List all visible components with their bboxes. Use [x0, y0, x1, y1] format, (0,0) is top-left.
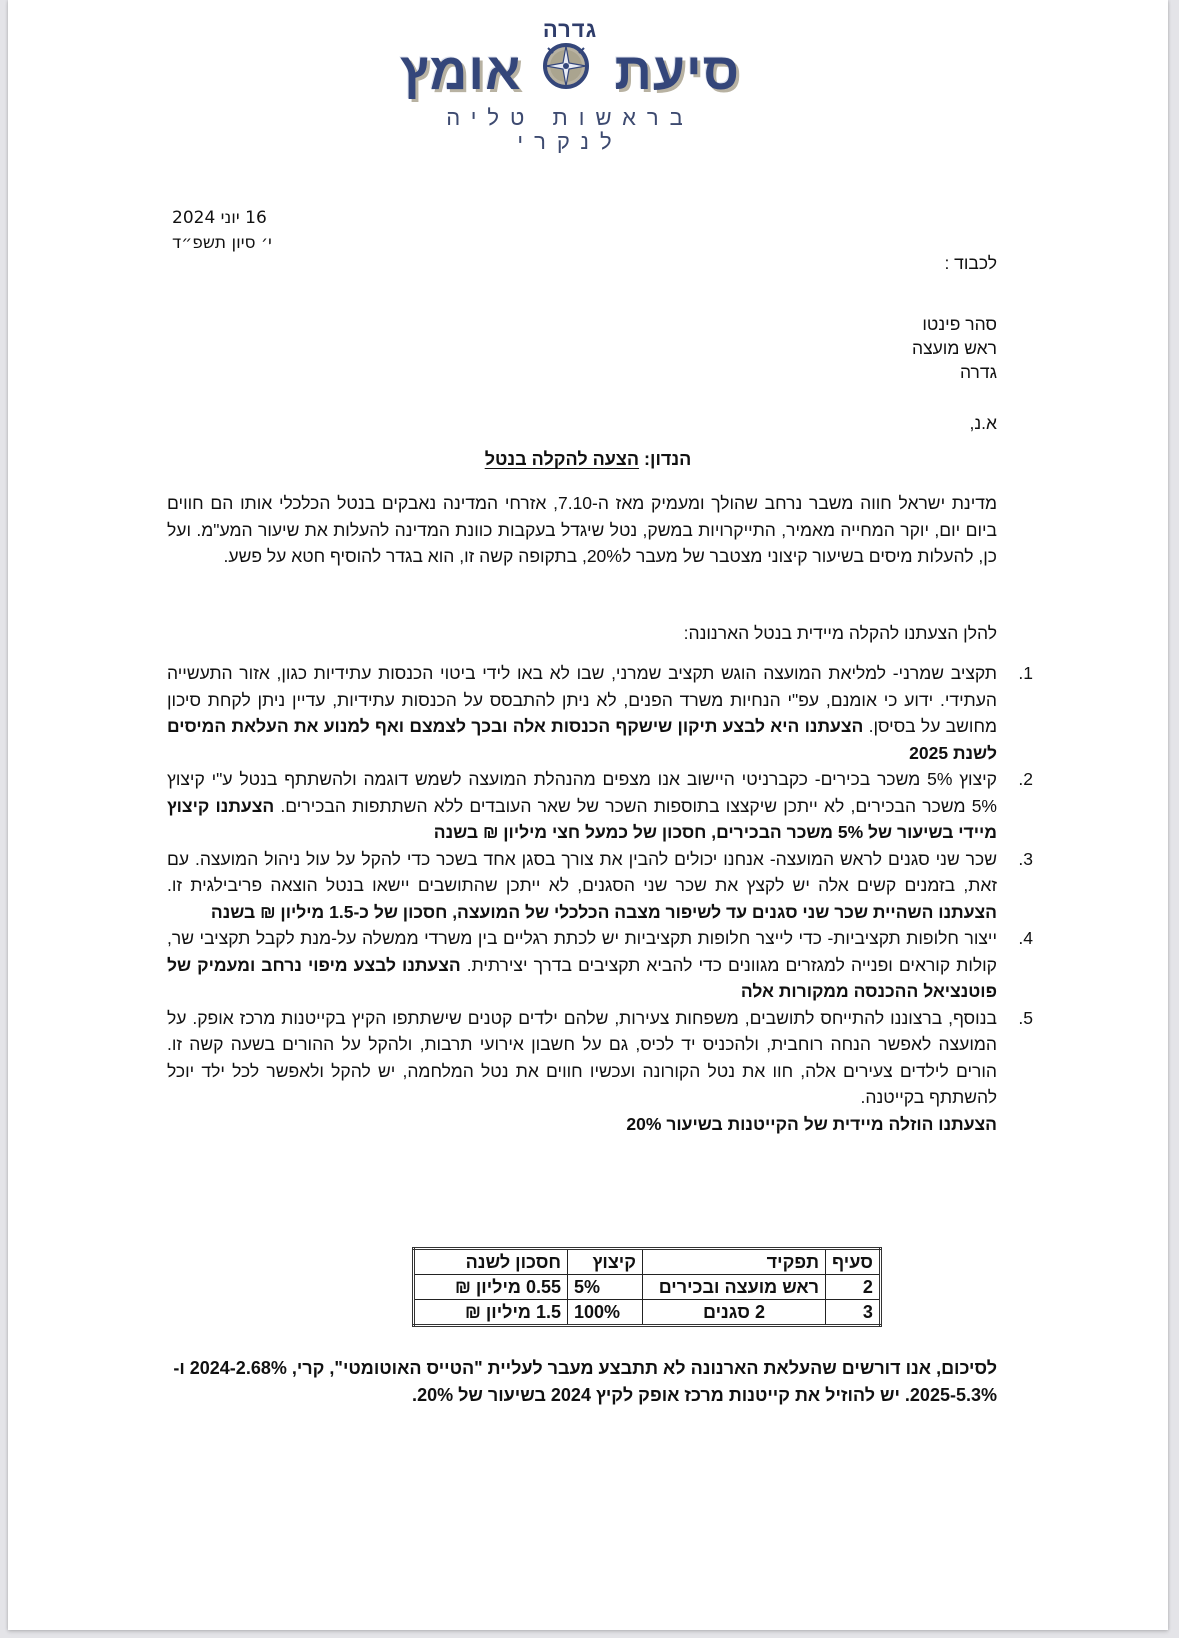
proposal-text: תקציב שמרני- למליאת המועצה הוגש תקציב שמרני, שבו לא באו לידי ביטוי הכנסות עתידיות כגון, אזור התעשייה העתידי. ידוע כי אומנם, עפ"י הנחיות משרד הפנים, לא ניתן להתבסס על הכנסות עתידיות, עדיין ניתן לקחת סיכון מחושב על בסיסן.	[167, 663, 998, 736]
proposal-text: ייצור חלופות תקציביות- כדי לייצר חלופות תקציביות יש לכתת רגליים בין משרדי ממשלה על-מנת לקבל תקציבי שר, קולות קוראים ופנייה למגזרים מגוונים כדי להביא תקציבים בדרך יצירתית.	[167, 928, 998, 975]
recipient-name: סהר פינטו	[922, 314, 997, 334]
header-cell: חסכון לשנה	[414, 1249, 568, 1275]
subject-label: הנדון:	[644, 449, 692, 469]
proposal-item: 2. קיצוץ 5% משכר בכירים- כקברניטי היישוב אנו מצפים מהנהלת המועצה לשמש דוגמה ולהשתתף בנטל ע"י קיצוץ 5% משכר הבכירים, לא ייתכן שיקצצו בתוספות השכר של שאר העובדים ללא השתתפות הבכירים. הצעתנו קיצוץ מיידי בשיעור של 5% משכר הבכירים, חסכון של כמעל חצי מיליון ₪ בשנה	[167, 769, 1033, 842]
compass-icon	[540, 40, 592, 92]
table-cell: 1.5 מיליון ₪	[414, 1300, 568, 1326]
table-cell: 5%	[568, 1275, 643, 1300]
list-intro: להלן הצעתנו להקלה מיידית בנטל הארנונה:	[683, 623, 997, 643]
proposals-list	[167, 660, 1033, 1137]
date-hebrew: י׳ סיון תשפ״ד	[172, 233, 272, 253]
table-cell: 3	[826, 1300, 881, 1326]
date-block	[172, 206, 272, 256]
summary-paragraph: לסיכום, אנו דורשים שהעלאת הארנונה לא תתבצע מעבר לעליית "הטייס האוטומטי", קרי, 2024-2.68% ו- 2025-5.3%. יש להוזיל את קייטנות מרכז אופק לקיץ 2024 בשיעור של 20%.	[173, 1358, 997, 1405]
recipient-title: ראש מועצה	[911, 338, 997, 358]
subject-text: הצעה להקלה בנטל	[484, 449, 640, 469]
logo-city: גדרה	[542, 17, 598, 42]
table-header-row	[414, 1249, 881, 1275]
salutation-to: לכבוד :	[944, 253, 997, 273]
savings-table	[412, 1247, 882, 1327]
header-cell: סעיף	[826, 1249, 881, 1275]
intro-paragraph: מדינת ישראל חווה משבר נרחב שהולך ומעמיק מאז ה-7.10, אזרחי המדינה נאבקים בנטל הכלכלי אותו הם חווים ביום יום, יוקר המחייה מאמיר, התייקרויות במשק, נטל שיגדל בעקבות כוונת המדינה להעלות את שיעור המע"מ. ועל כן, להעלות מיסים בשיעור קיצוני מצטבר של מעבר ל20%, בתקופה קשה זו, הוא בגדר להוסיף חטא על פשע.	[167, 493, 998, 566]
recipient-block	[912, 312, 997, 384]
letterhead-logo	[400, 17, 740, 154]
table-row	[414, 1300, 881, 1326]
table-cell: ראש מועצה ובכירים	[643, 1275, 826, 1300]
proposal-item: 5. בנוסף, ברצוננו להתייחס לתושבים, משפחות צעירות, שלהם ילדים קטנים שישתתפו הקיץ בקייטנות מרכז אופק. על המועצה לאפשר הנחה רוחבית, ולהכניס יד לכיס, גם על חשבון אירועי תרבות, ולהקל על ההורים בשעה קשה זו. הורים לילדים צעירים אלה, חוו את נטל הקורונה ועכשיו חווים את נטל המלחמה, יש להקל ולאפשר לכל ילד יוכל להשתתף בקייטנה. הצעתנו הוזלה מיידית של הקייטנות בשיעור 20%	[167, 1007, 1033, 1134]
proposal-item: 4. ייצור חלופות תקציביות- כדי לייצר חלופות תקציביות יש לכתת רגליים בין משרדי ממשלה על-מנת לקבל תקציבי שר, קולות קוראים ופנייה למגזרים מגוונים כדי להביא תקציבים בדרך יצירתית. הצעתנו לבצע מיפוי נרחב ומעמיק של פוטנציאל ההכנסה ממקורות אלה	[167, 928, 1033, 1001]
logo-word-left: אומץ	[400, 43, 522, 101]
logo-subtitle: בראשות טליה לנקרי	[446, 105, 694, 154]
greeting: א.נ,	[969, 413, 997, 433]
proposal-text: שכר שני סגנים לראש המועצה- אנחנו יכולים להבין את צורך בסגן אחד בשכר כדי להקל על עול ניהול המועצה. עם זאת, בזמנים קשים אלה יש לקצץ את שכר שני הסגנים, לא ייתכן שהתושבים יישאו בנטל הוצאה פריבילגית זו.	[167, 848, 997, 895]
logo-word-right: סיעת	[614, 43, 740, 101]
recipient-place: גדרה	[959, 362, 997, 382]
proposal-recommendation: הצעתנו הוזלה מיידית של הקייטנות בשיעור 20%	[626, 1113, 997, 1134]
table-cell: 2 סגנים	[643, 1300, 826, 1326]
proposal-text: קיצוץ 5% משכר בכירים- כקברניטי היישוב אנו מצפים מהנהלת המועצה לשמש דוגמה ולהשתתף בנטל ע"י קיצוץ 5% משכר הבכירים, לא ייתכן שיקצצו בתוספות השכר של שאר העובדים ללא השתתפות הבכירים.	[167, 769, 997, 816]
header-cell: תפקיד	[643, 1249, 826, 1275]
proposal-item: 1. תקציב שמרני- למליאת המועצה הוגש תקציב שמרני, שבו לא באו לידי ביטוי הכנסות עתידיות כגון, אזור התעשייה העתידי. ידוע כי אומנם, עפ"י הנחיות משרד הפנים, לא ניתן להתבסס על הכנסות עתידיות, עדיין ניתן לקחת סיכון מחושב על בסיסן. הצעתנו היא לבצע תיקון שישקף הכנסות אלה ובכך לצמצם ואף למנוע את העלאת המיסים לשנת 2025	[167, 663, 1033, 763]
proposal-text: בנוסף, ברצוננו להתייחס לתושבים, משפחות צעירות, שלהם ילדים קטנים שישתתפו הקיץ בקייטנות מרכז אופק. על המועצה לאפשר הנחה רוחבית, ולהכניס יד לכיס, גם על חשבון אירועי תרבות, ולהקל על ההורים בשעה קשה זו. הורים לילדים צעירים אלה, חוו את נטל הקורונה ועכשיו חווים את נטל המלחמה, יש להקל ולאפשר לכל ילד יוכל להשתתף בקייטנה.	[167, 1007, 997, 1107]
subject-line	[8, 449, 1168, 470]
proposal-recommendation: הצעתנו לבצע מיפוי נרחב ומעמיק של פוטנציאל ההכנסה ממקורות אלה	[167, 954, 997, 1001]
proposal-recommendation: הצעתנו השהיית שכר שני סגנים עד לשיפור מצבה הכלכלי של המועצה, חסכון של כ-1.5 מיליון ₪ בשנה	[210, 901, 997, 922]
letter-page	[8, 0, 1168, 1630]
proposal-recommendation: הצעתנו קיצוץ מיידי בשיעור של 5% משכר הבכירים, חסכון של כמעל חצי מיליון ₪ בשנה	[167, 795, 997, 842]
table-row	[414, 1275, 881, 1300]
table-cell: 0.55 מיליון ₪	[414, 1275, 568, 1300]
table-cell: 100%	[568, 1300, 643, 1326]
header-cell: קיצוץ	[568, 1249, 643, 1275]
date-gregorian: 16 יוני 2024	[172, 208, 267, 228]
proposal-item: 3. שכר שני סגנים לראש המועצה- אנחנו יכולים להבין את צורך בסגן אחד בשכר כדי להקל על עול ניהול המועצה. עם זאת, בזמנים קשים אלה יש לקצץ את שכר שני הסגנים, לא ייתכן שהתושבים יישאו בנטל הוצאה פריבילגית זו. הצעתנו השהיית שכר שני סגנים עד לשיפור מצבה הכלכלי של המועצה, חסכון של כ-1.5 מיליון ₪ בשנה	[167, 848, 1033, 922]
table-cell: 2	[826, 1275, 881, 1300]
proposal-recommendation: הצעתנו היא לבצע תיקון שישקף הכנסות אלה ובכך לצמצם ואף למנוע את העלאת המיסים לשנת 2025	[167, 716, 997, 763]
